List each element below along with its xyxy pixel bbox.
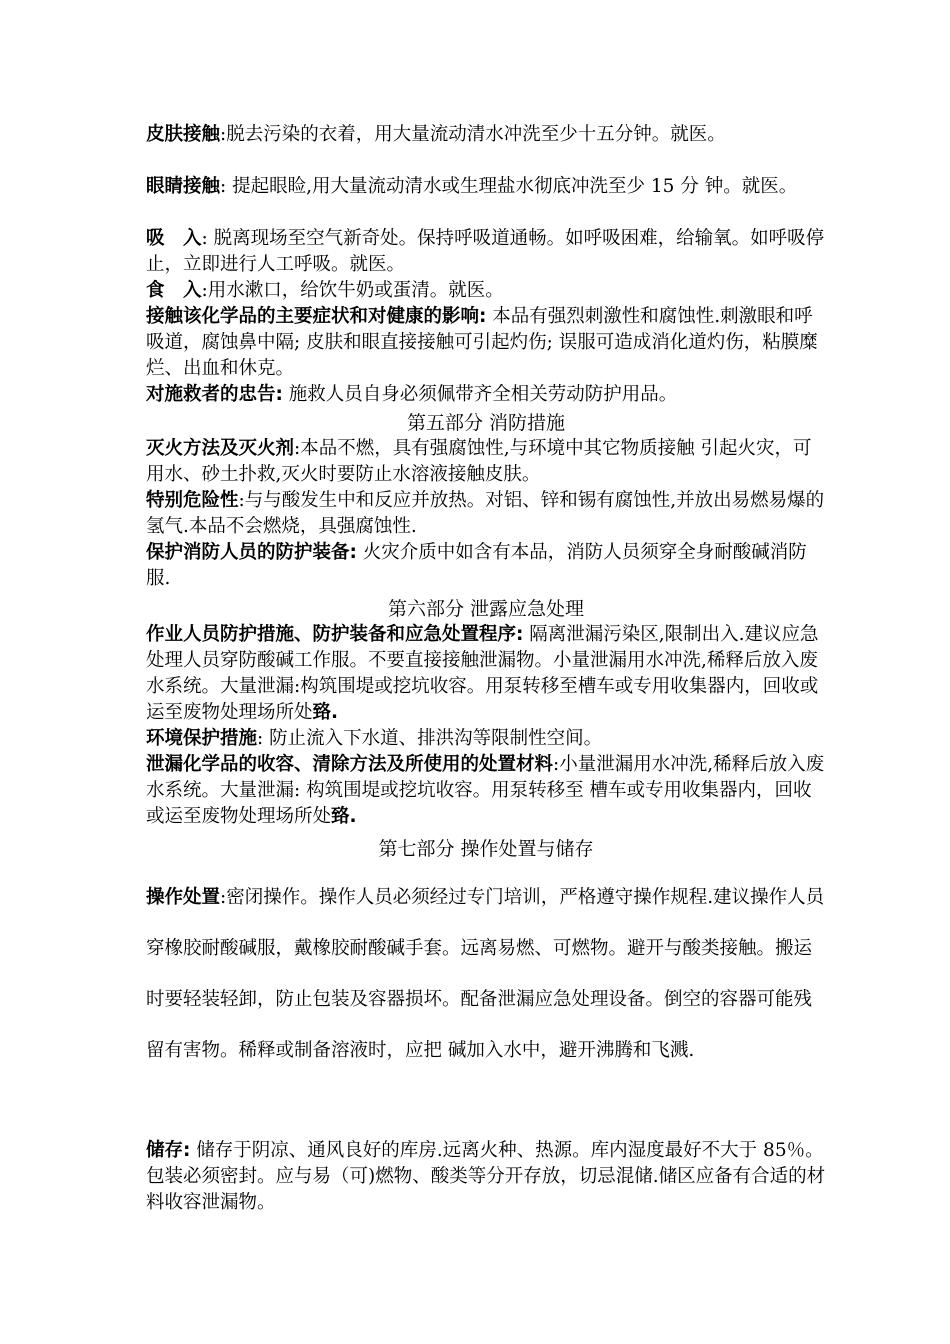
storage-text: 储存于阴凉、通风良好的库房.远离火种、热源。库内湿度最好不大于 85％。包装必须密封。应与易（可)燃物、酸类等分开存放，切忌混储.储区应备有合适的材料收容泄漏物。 bbox=[146, 1140, 826, 1213]
handling-label: 操作处置 bbox=[146, 887, 221, 908]
inhale-text: : 脱离现场至空气新奇处。保持呼吸道通畅。如呼吸困难，给输氧。如呼吸停止，立即进行人工呼吸。就医。 bbox=[146, 228, 825, 275]
eyes-text: : 提起眼睑,用大量流动清水或生理盐水彻底冲洗至少 15 分 钟。就医。 bbox=[220, 176, 798, 197]
advice-text: 施救人员自身必须佩带齐全相关劳动防护用品。 bbox=[282, 384, 678, 405]
storage-label: 储存: bbox=[146, 1140, 191, 1161]
symptoms-text: 本品有强烈刺激性和腐蚀性.刺激眼和呼吸道，腐蚀鼻中隔; 皮肤和眼直接接触可引起灼伤; 误服可造成消化道灼伤，粘膜糜烂、出血和休克。 bbox=[146, 306, 818, 379]
personnel-tail: 臵. bbox=[312, 702, 339, 723]
part6-environment bbox=[146, 726, 826, 752]
personnel-text: 隔离泄漏污染区,限制出入.建议应急处理人员穿防酸碱工作服。不要直接接触泄漏物。小量泄漏用水冲洗,稀释后放入废水系统。大量泄漏:构筑围堤或挖坑收容。用泵转移至槽车或专用收集器内，回收或运至废物处理场所处 bbox=[146, 624, 819, 723]
ingest-label: 食 入 bbox=[146, 280, 202, 301]
protection-label: 保护消防人员的防护装备: bbox=[146, 542, 357, 563]
part7-storage bbox=[146, 1138, 826, 1216]
part6-personnel bbox=[146, 622, 826, 726]
eyes-label: 眼睛接触 bbox=[146, 176, 221, 197]
part7-handling bbox=[146, 872, 826, 1076]
first-aid-inhale bbox=[146, 226, 826, 278]
hazards-text: :与与酸发生中和反应并放热。对铝、锌和锡有腐蚀性,并放出易燃易爆的氢气.本品不会燃烧，具强腐蚀性. bbox=[146, 490, 825, 537]
hazards-label: 特别危险性 bbox=[146, 490, 239, 511]
part5-hazards bbox=[146, 488, 826, 540]
environment-label: 环境保护措施 bbox=[146, 728, 258, 749]
part7-heading: 第七部分 操作处置与储存 bbox=[378, 838, 594, 860]
cleanup-tail: 臵. bbox=[331, 806, 357, 827]
symptoms-label: 接触该化学品的主要症状和对健康的影响: bbox=[146, 306, 487, 327]
skin-label: 皮肤接触 bbox=[146, 124, 221, 145]
methods-label: 灭火方法及灭火剂 bbox=[146, 438, 295, 459]
ingest-text: :用水漱口，给饮牛奶或蛋清。就医。 bbox=[201, 280, 504, 301]
first-aid-symptoms bbox=[146, 304, 826, 382]
handling-text: :密闭操作。操作人员必须经过专门培训，严格遵守操作规程.建议操作人员穿橡胶耐酸碱服，戴橡胶耐酸碱手套。远离易燃、可燃物。避开与酸类接触。搬运时要轻装轻卸，防止包装及容器损坏。配备泄漏应急处理设备。倒空的容器可能残留有害物。稀释或制备溶液时，应把 碱加入水中，避开沸腾和飞溅. bbox=[146, 887, 825, 1061]
part6-cleanup bbox=[146, 752, 826, 830]
inhale-label: 吸 入 bbox=[146, 228, 202, 249]
advice-label: 对施救者的忠告: bbox=[146, 384, 283, 405]
part5-protection bbox=[146, 540, 826, 592]
personnel-label: 作业人员防护措施、防护装备和应急处置程序: bbox=[146, 624, 524, 645]
first-aid-ingest bbox=[146, 278, 826, 304]
part6-heading: 第六部分 泄露应急处理 bbox=[387, 598, 585, 620]
first-aid-eyes bbox=[146, 174, 826, 200]
protection-text: 火灾介质中如含有本品，消防人员须穿全身耐酸碱消防服. bbox=[146, 542, 807, 589]
cleanup-text: :小量泄漏用水冲洗,稀释后放入废水系统。大量泄漏: 构筑围堤或挖坑收容。用泵转移至 槽车或专用收集器内，回收或运至废物处理场所处 bbox=[146, 754, 825, 827]
methods-text: :本品不燃，具有强腐蚀性,与环境中其它物质接触 引起火灾，可用水、砂土扑救,灭火时要防止水溶液接触皮肤。 bbox=[146, 438, 812, 485]
cleanup-label: 泄漏化学品的收容、清除方法及所使用的处置材料 bbox=[146, 754, 554, 775]
part5-methods bbox=[146, 436, 826, 488]
first-aid-advice bbox=[146, 382, 826, 408]
part5-heading: 第五部分 消防措施 bbox=[406, 412, 566, 434]
first-aid-skin bbox=[146, 122, 826, 148]
skin-text: :脱去污染的衣着，用大量流动清水冲洗至少十五分钟。就医。 bbox=[220, 124, 726, 145]
environment-text: : 防止流入下水道、排洪沟等限制性空间。 bbox=[257, 728, 603, 749]
